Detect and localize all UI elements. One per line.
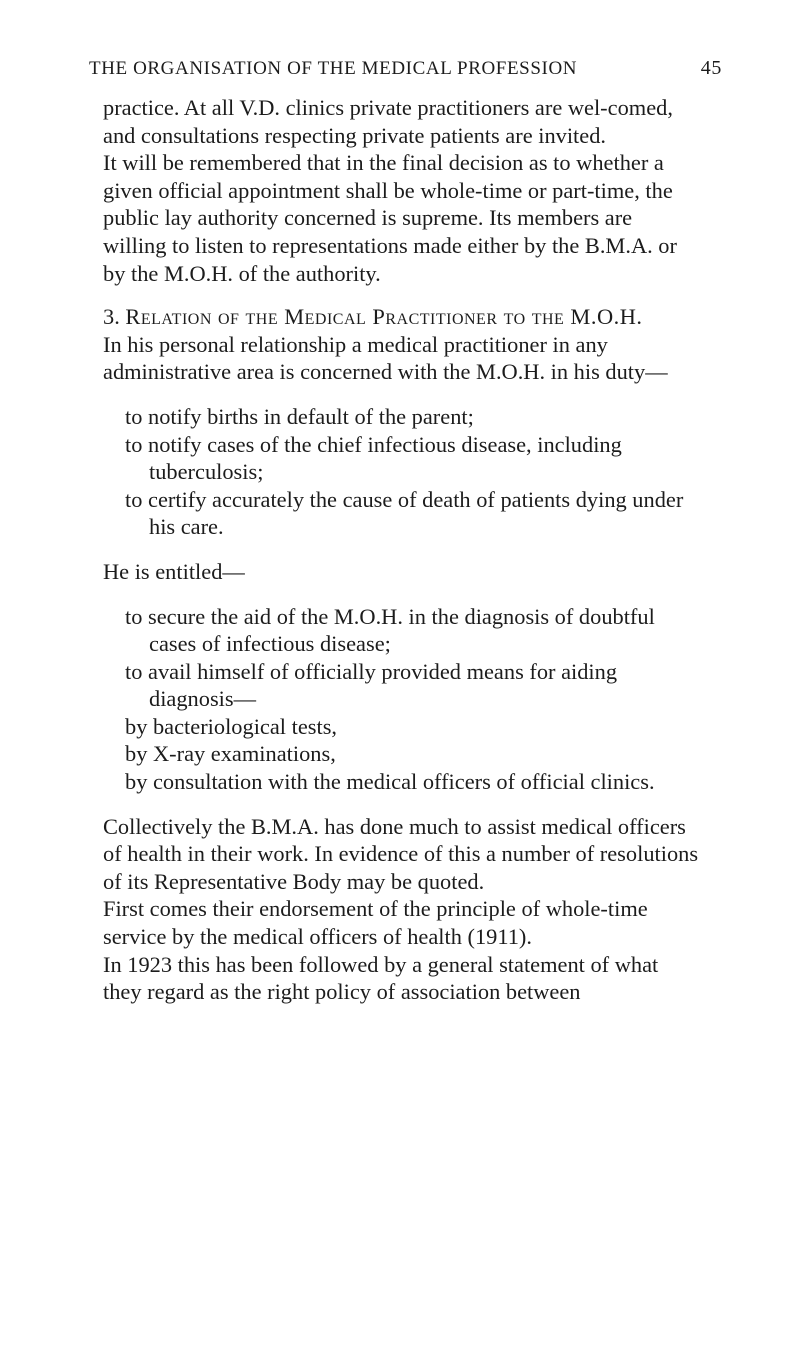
body-text [103,94,699,1006]
means-list [103,713,699,796]
list-item: to certify accurately the cause of death of patients dying under his care. [125,486,684,540]
paragraph: He is entitled— [103,558,245,584]
list-item: by X-ray examinations, [125,741,336,767]
paragraph: In 1923 this has been followed by a general statement of what they regard as the right policy of association between [103,951,659,1005]
paragraph: Collectively the B.M.A. has done much to assist medical officers of health in their work. In evidence of this a number of resolutions of its Representative Body may be quoted. [103,813,699,894]
paragraph: First comes their endorsement of the principle of whole-time service by the medical officers of health (1911). [103,896,648,950]
list-item: by bacteriological tests, [125,713,338,739]
list-item: to avail himself of officially provided means for aiding diagnosis— [125,658,618,712]
list-item: to notify births in default of the parent; [125,403,474,429]
duties-list [103,403,699,541]
paragraph: In his personal relationship a medical practitioner in any administrative area is concerned with the M.O.H. in his duty— [103,331,668,385]
list-item: by consultation with the medical officers of official clinics. [125,769,655,795]
section-number: 3. [103,304,120,330]
section-title: Relation of the Medical Practitioner to the M.O.H. [125,304,643,330]
list-item: to notify cases of the chief infectious disease, including tuberculosis; [125,431,622,485]
page-number: 45 [700,57,722,79]
running-title: THE ORGANISATION OF THE MEDICAL PROFESSION [89,58,578,79]
paragraph: It will be remembered that in the final decision as to whether a given official appointment shall be whole-time or part-time, the public lay authority concerned is supreme. Its members are willing to listen to representations made either by the B.M.A. or by the M.O.H. of the authority. [103,150,677,286]
list-item: to secure the aid of the M.O.H. in the diagnosis of doubtful cases of infectious disease; [125,603,655,657]
book-page [89,57,722,1006]
running-head [89,57,722,94]
section-heading [103,303,699,331]
entitlements-list [103,603,699,713]
paragraph-continued: practice. At all V.D. clinics private practitioners are wel-comed, and consultations respecting private patients are invited. [103,95,673,148]
